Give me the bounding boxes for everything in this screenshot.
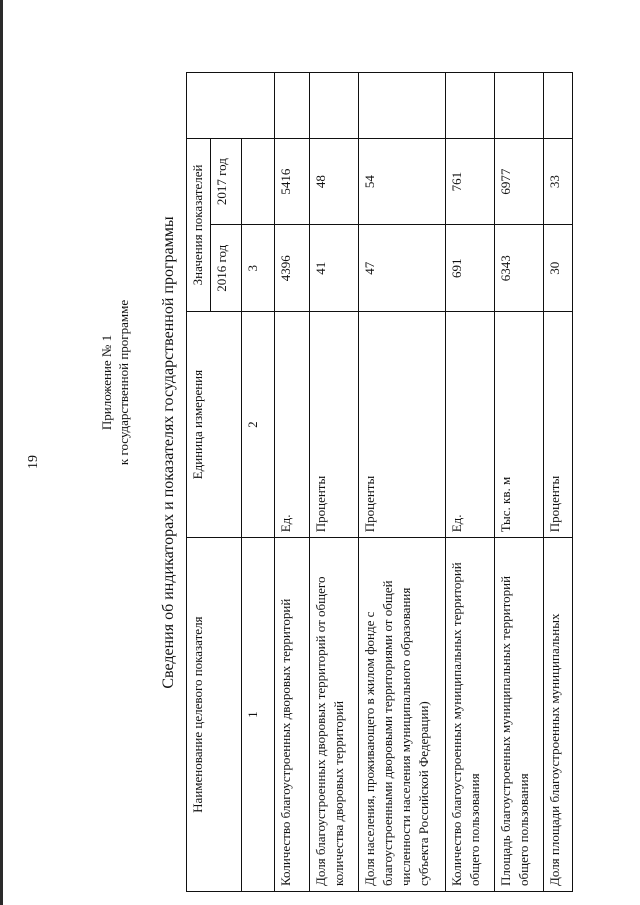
value-2017: 761 — [446, 138, 495, 225]
value-2016: 691 — [446, 225, 495, 312]
indicator-unit: Ед. — [446, 311, 495, 537]
indicator-name: Доля населения, проживающего в жилом фонде с благоустроенными дворовыми территориями от общей численности населения муниципального образования субъекта Российской Федерации) — [359, 538, 446, 892]
column-number-2: 2 — [242, 311, 275, 537]
table-row — [446, 73, 495, 892]
indicator-unit: Проценты — [310, 311, 359, 537]
appendix-note — [98, 0, 132, 905]
column-number-3: 3 — [242, 225, 275, 312]
table-row — [495, 73, 544, 892]
indicator-name: Количество благоустроенных муниципальных территорий общего пользования — [446, 538, 495, 892]
header-year-2016: 2016 год — [211, 225, 242, 312]
blank-cell — [310, 73, 359, 139]
value-2016: 4396 — [275, 225, 310, 312]
blank-cell — [359, 73, 446, 139]
indicator-name: Доля благоустроенных дворовых территорий от общего количества дворовых территорий — [310, 538, 359, 892]
value-2017: 6977 — [495, 138, 544, 225]
blank-cell — [495, 73, 544, 139]
appendix-line-2: к государственной программе — [116, 299, 131, 466]
header-year-2017: 2017 год — [211, 138, 242, 225]
value-2016: 30 — [544, 225, 573, 312]
value-2016: 6343 — [495, 225, 544, 312]
value-2017: 48 — [310, 138, 359, 225]
header-values: Значения показателей — [187, 138, 211, 311]
indicators-table — [186, 72, 573, 892]
value-2017: 33 — [544, 138, 573, 225]
header-blank — [187, 73, 275, 139]
table-row — [359, 73, 446, 892]
value-2016: 47 — [359, 225, 446, 312]
indicator-unit: Ед. — [275, 311, 310, 537]
column-number-empty — [242, 138, 275, 225]
header-name: Наименование целевого показателя — [187, 538, 242, 892]
header-unit: Единица измерения — [187, 311, 242, 537]
indicator-name: Доля площади благоустроенных муниципальных — [544, 538, 573, 892]
blank-cell — [446, 73, 495, 139]
appendix-line-1: Приложение № 1 — [99, 334, 114, 431]
table-row — [544, 73, 573, 892]
indicator-name: Площадь благоустроенных муниципальных территорий общего пользования — [495, 538, 544, 892]
column-number-1: 1 — [242, 538, 275, 892]
indicator-name: Количество благоустроенных дворовых территорий — [275, 538, 310, 892]
value-2017: 54 — [359, 138, 446, 225]
blank-cell — [544, 73, 573, 139]
table-title: Сведения об индикаторах и показателях государственной программы — [160, 216, 177, 689]
page-number: 19 — [26, 455, 41, 469]
table-row — [310, 73, 359, 892]
blank-cell — [275, 73, 310, 139]
table-row — [275, 73, 310, 892]
value-2016: 41 — [310, 225, 359, 312]
value-2017: 5416 — [275, 138, 310, 225]
indicator-unit: Тыс. кв. м — [495, 311, 544, 537]
indicator-unit: Проценты — [359, 311, 446, 537]
indicator-unit: Проценты — [544, 311, 573, 537]
